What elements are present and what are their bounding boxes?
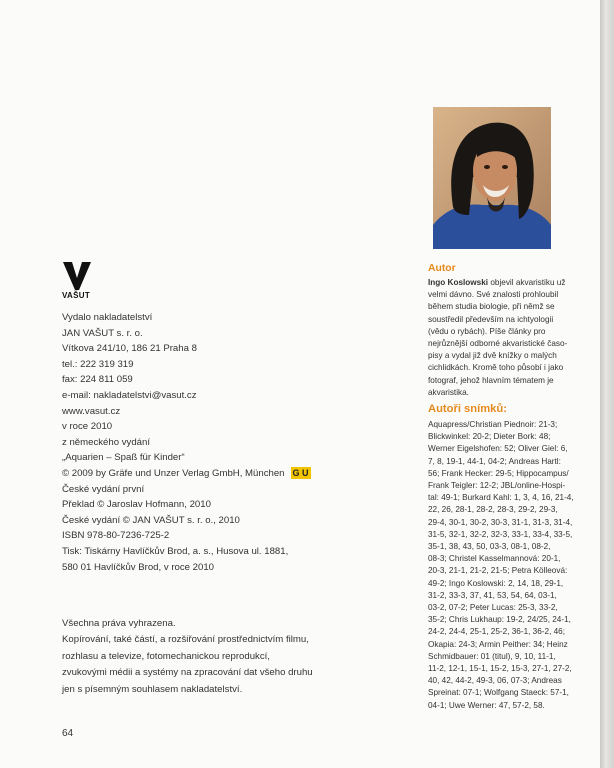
credit-line: 29-4, 30-1, 30-2, 30-3, 31-1, 31-3, 31-4, [428,517,573,527]
credit-line: Aquapress/Christian Piednoir: 21-3; [428,420,558,429]
author-bio-line: akvaristika. [428,387,469,397]
author-bio [428,277,588,399]
imprint-line: www.vasut.cz [62,405,121,417]
book-spine-shadow [600,0,614,768]
author-bio-line: během studia biologie, při němž se [428,302,555,312]
page-number: 64 [62,728,74,739]
credit-line: 08-3; Christel Kasselmannová: 20-1, [428,554,561,564]
credit-line: 31-5, 32-1, 32-2, 32-3, 33-1, 33-4, 33-5, [428,529,573,539]
author-bio-line: pisy a vydal již dvě knížky o malých [428,351,557,361]
author-photo [433,107,551,249]
publisher-logo-text: VAŠUT [62,291,91,300]
imprint-line: České vydání první [62,483,145,495]
photo-credits-heading: Autoři snímků: [428,403,507,415]
rights-line: Všechna práva vyhrazena. [62,618,176,629]
credit-line: 35-2; Chris Lukhaup: 19-2, 24/25, 24-1, [428,615,571,625]
rights-notice [62,616,382,698]
credit-line: Frank Teigler: 12-2; JBL/online-Hospi- [428,481,566,491]
rights-line: Kopírování, také částí, a rozšiřování prostřednictvím filmu, [62,634,309,646]
author-section [428,262,588,399]
imprint-line: v roce 2010 [62,421,113,433]
imprint-block [62,310,382,575]
credit-line: 20-3, 21-1, 21-2, 21-5; Petra Kölleová: [428,566,568,576]
rights-line: zvukovými médii a systémy na zpracování dat všeho druhu [62,667,313,679]
imprint-line: Tisk: Tiskárny Havlíčkův Brod, a. s., Husova ul. 1881, [62,545,289,557]
photo-credits-list [428,419,588,712]
credit-line: 56; Frank Hecker: 29-5; Hippocampus/ [428,468,569,478]
author-bio-line: cichlidkách. Kromě toho působí i jako [428,363,564,373]
author-bio-line: soustředil především na ichtyologii [428,314,554,324]
rights-line: jen s písemným souhlasem nakladatelství. [62,683,243,695]
copyright-text: © 2009 by Gräfe und Unzer Verlag GmbH, München [62,467,285,479]
vasut-v-icon [62,260,92,290]
author-name: Ingo Koslowski [428,278,489,287]
credit-line: Schmidbauer: 01 (titul), 9, 10, 11-1, [428,651,556,661]
author-bio-text: objevil akvaristiku už [488,278,566,287]
credit-line: tal: 49-1; Burkard Kahl: 1, 3, 4, 16, 21-4, [428,493,574,503]
gu-badge: G U [292,467,309,478]
author-bio-line: nejrůznější odborné akvaristické časo- [428,339,568,349]
imprint-line: e-mail: nakladatelstvi@vasut.cz [62,389,197,401]
credit-line: 03-2, 07-2; Peter Lucas: 25-3, 33-2, [428,603,558,613]
credit-line: Blickwinkel: 20-2; Dieter Bork: 48; [428,432,551,442]
imprint-line-copyright [62,466,382,482]
author-portrait-icon [433,107,551,249]
credit-line: Werner Eigelshofen: 52; Oliver Giel: 6, [428,444,568,454]
author-bio-line: (vědu o rybách). Píše články pro [428,326,546,336]
imprint-line: České vydání © JAN VAŠUT s. r. o., 2010 [62,514,240,526]
rights-line: rozhlasu a televize, fotomechanickou reprodukcí, [62,650,270,662]
credit-line: 11-2, 12-1, 15-1, 15-2, 15-3, 27-1, 27-2, [428,664,572,674]
credit-line: 49-2; Ingo Koslowski: 2, 14, 18, 29-1, [428,578,564,588]
imprint-line: z německého vydání [62,436,150,448]
credit-line: 24-2, 24-4, 25-1, 25-2, 36-1, 36-2, 46; [428,627,566,637]
credit-line: 35-1, 38, 43, 50, 03-3, 08-1, 08-2, [428,542,551,552]
author-bio-line: fotograf, jehož hlavním tématem je [428,375,554,385]
author-bio-line: velmi dávno. Své znalosti prohloubil [428,290,559,300]
imprint-line: Vydalo nakladatelství [62,312,153,323]
author-heading: Autor [428,263,456,274]
imprint-line: Překlad © Jaroslav Hofmann, 2010 [62,499,211,511]
author-bio-first-line [428,277,588,289]
credit-line: Okapia: 24-3; Armin Peither: 34; Heinz [428,639,568,649]
credit-line: 04-1; Uwe Werner: 47, 57-2, 58. [428,700,545,710]
photo-credits-section [428,403,588,712]
credit-line: 7, 8, 19-1, 44-1, 04-2; Andreas Hartl: [428,456,561,466]
imprint-line: Vítkova 241/10, 186 21 Praha 8 [62,343,197,355]
imprint-line: tel.: 222 319 319 [62,358,134,370]
imprint-line: ISBN 978-80-7236-725-2 [62,530,170,542]
imprint-line: „Aquarien – Spaß für Kinder“ [62,452,185,464]
credit-line: Spreinat: 07-1; Wolfgang Staeck: 57-1, [428,688,569,698]
imprint-line: JAN VAŠUT s. r. o. [62,327,143,339]
credit-line: 31-2, 33-3, 37, 41, 53, 54, 64, 03-1, [428,590,557,600]
credit-line: 22, 26, 28-1, 28-2, 28-3, 29-2, 29-3, [428,505,558,515]
imprint-line: 580 01 Havlíčkův Brod, v roce 2010 [62,561,214,573]
imprint-line: fax: 224 811 059 [62,374,133,386]
credit-line: 40, 42, 44-2, 49-3, 06, 07-3; Andreas [428,676,562,686]
